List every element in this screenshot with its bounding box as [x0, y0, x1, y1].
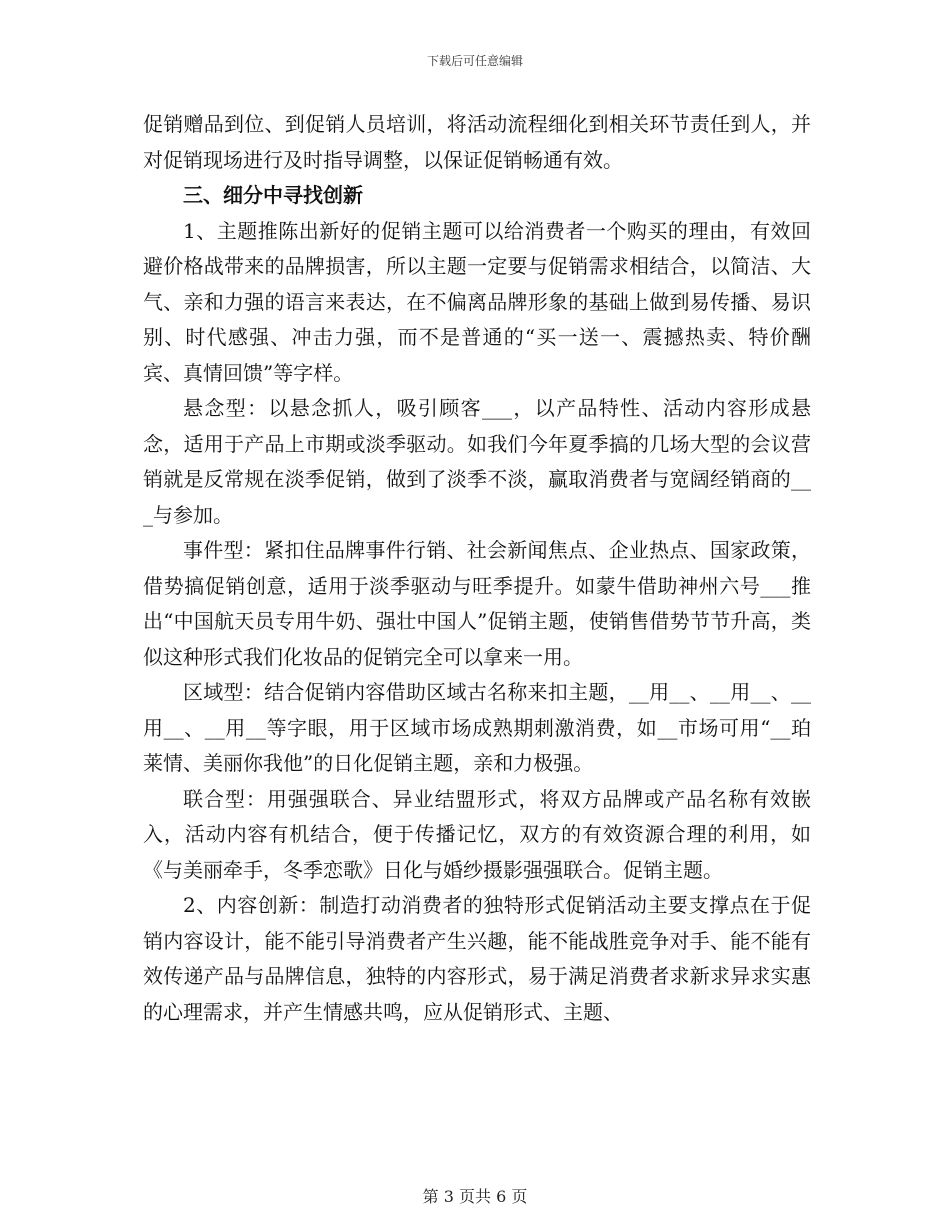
- paragraph-content-innovation: 2、内容创新：制造打动消费者的独特形式促销活动主要支撑点在于促销内容设计，能不能引导消费者产生兴趣，能不能战胜竞争对手、能不能有效传递产品与品牌信息，独特的内容形式，易于满足消费者求新求异求实惠的心理需求，并产生情感共鸣，应从促销形式、主题、: [143, 893, 811, 1024]
- paragraph-regional-type: 区域型：结合促销内容借助区域古名称来扣主题，__用__、__用__、__用__、__用__等字眼，用于区域市场成熟期刺激消费，如__市场可用“__珀莱情、美丽你我他”的日化促销主题，亲和力极强。: [143, 680, 811, 775]
- paragraph-continuation: 促销赠品到位、到促销人员培训，将活动流程细化到相关环节责任到人，并对促销现场进行及时指导调整，以保证促销畅通有效。: [143, 112, 811, 172]
- paragraph-suspense-type: 悬念型：以悬念抓人，吸引顾客___，以产品特性、活动内容形成悬念，适用于产品上市期或淡季驱动。如我们今年夏季搞的几场大型的会议营销就是反常规在淡季促销，做到了淡季不淡，赢取消费者与宽阔经销商的___与参加。: [143, 396, 811, 527]
- paragraph-theme-innovation: 1、主题推陈出新好的促销主题可以给消费者一个购买的理由，有效回避价格战带来的品牌损害，所以主题一定要与促销需求相结合，以简洁、大气、亲和力强的语言来表达，在不偏离品牌形象的基础上做到易传播、易识别、时代感强、冲击力强，而不是普通的“买一送一、震撼热卖、特价酬宾、真情回馈”等字样。: [143, 218, 811, 385]
- page-header: 下载后可任意编辑: [426, 54, 523, 68]
- page-number: 第 3 页共 6 页: [422, 1187, 528, 1206]
- document-body: [143, 107, 811, 1030]
- section-heading: 三、细分中寻找创新: [183, 183, 363, 207]
- paragraph-joint-type: 联合型：用强强联合、异业结盟形式，将双方品牌或产品名称有效嵌入，活动内容有机结合，便于传播记忆，双方的有效资源合理的利用，如《与美丽牵手，冬季恋歌》日化与婚纱摄影强强联合。促销主题。: [143, 786, 811, 882]
- paragraph-event-type: 事件型：紧扣住品牌事件行销、社会新闻焦点、企业热点、国家政策，借势搞促销创意，适用于淡季驱动与旺季提升。如蒙牛借助神州六号___推出“中国航天员专用牛奶、强壮中国人”促销主题，使销售借势节节升高，类似这种形式我们化妆品的促销完全可以拿来一用。: [143, 538, 811, 669]
